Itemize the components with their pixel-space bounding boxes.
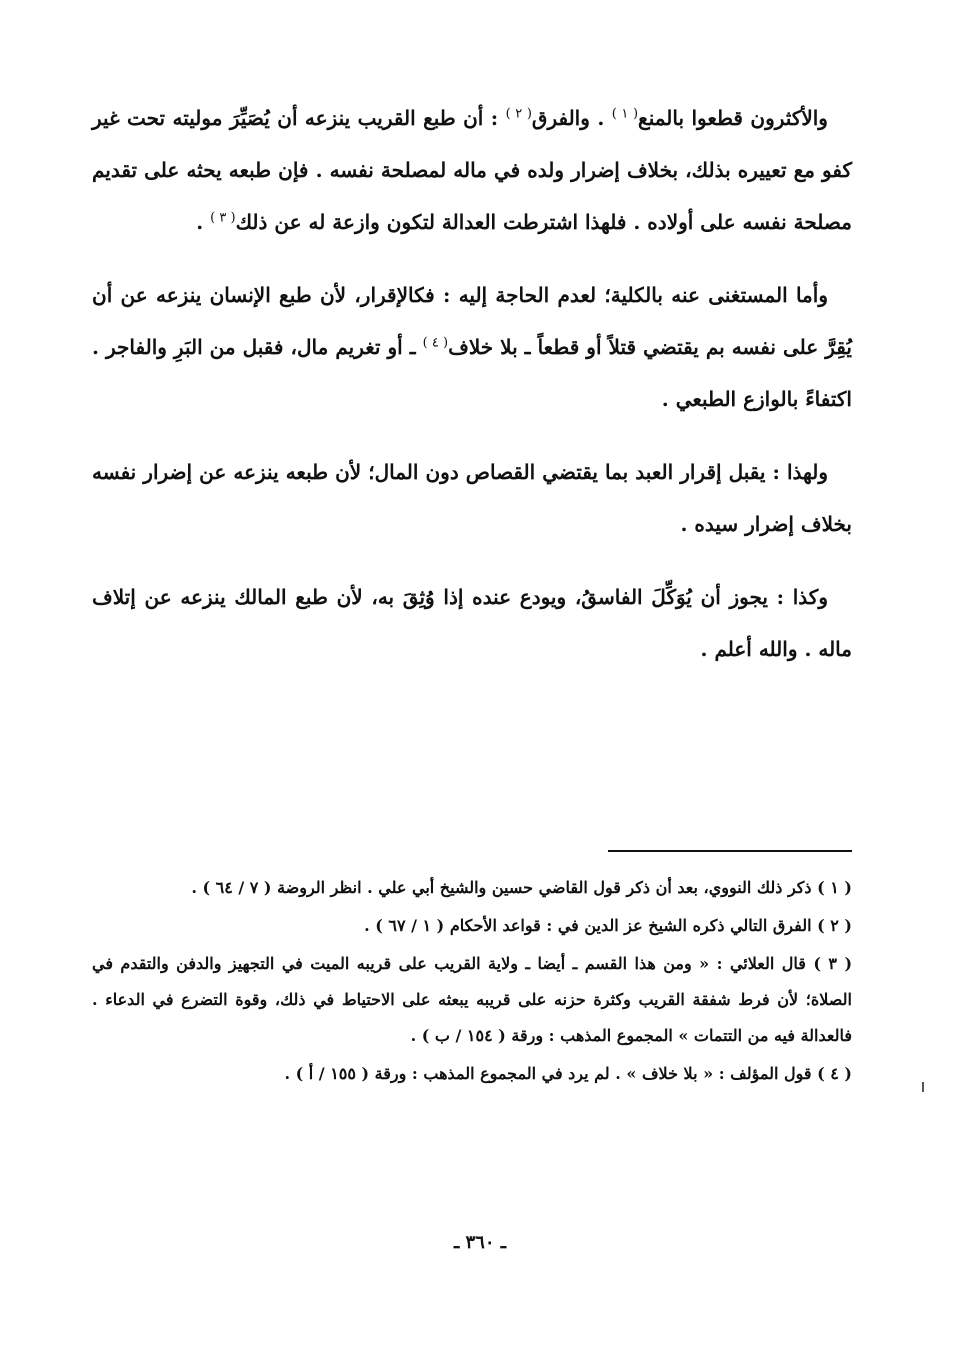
paragraph-3: ولهذا : يقبل إقرار العبد بما يقتضي القصاص دون المال؛ لأن طبعه ينزعه عن إضرار نفسه بخلاف إضرار سيده . <box>92 460 852 536</box>
paragraph-4: وكذا : يجوز أن يُوَكِّلَ الفاسقُ، ويودع عنده إذا وُثِقَ به، لأن طبع المالك ينزعه عن إتلاف ماله . والله أعلم . <box>92 585 852 661</box>
paragraph-2 <box>92 269 852 425</box>
paragraph-1-text-c: : أن طبع القريب ينزعه أن يُصَيِّرَ موليته تحت غير كفو مع تعييره بذلك، بخلاف إضرار ولده في ماله لمصلحة نفسه . فإن طبعه يحثه على تقديم مصلحة نفسه على أولاده . فلهذا اشترطت العدالة لتكون وازعة له عن ذلك <box>92 106 852 234</box>
paragraph-2-text-a: وأما المستغنى عنه بالكلية؛ لعدم الحاجة إليه : فكالإقرار، لأن طبع الإنسان ينزعه عن أن يُقِرَّ على نفسه بم يقتضي قتلاً أو قطعاً ـ بلا خلاف <box>92 283 852 359</box>
footnote-ref-3: ( ٣ ) <box>210 210 236 226</box>
paragraph-1-text-a: والأكثرون قطعوا بالمنع <box>638 106 828 130</box>
footnote-ref-2: ( ٢ ) <box>505 106 532 122</box>
footnote-ref-1: ( ١ ) <box>611 106 639 122</box>
margin-mark <box>922 1082 924 1092</box>
paragraph-1-text-d: . <box>196 210 211 234</box>
footnote-separator <box>608 850 852 852</box>
page-number: ـ ٣٦٠ ـ <box>453 1232 507 1253</box>
main-text <box>92 92 852 696</box>
footnote-1: ( ١ ) ذكر ذلك النووي، بعد أن ذكر قول القاضي حسين والشيخ أبي علي . انظر الروضة ( ٧ / ٦٤ ) . <box>191 878 852 897</box>
footnote-ref-4: ( ٤ ) <box>422 335 449 351</box>
paragraph-1 <box>92 92 852 248</box>
footnotes <box>92 870 852 1094</box>
paragraph-2-text-b: ـ أو تغريم مال، فقبل من البَرِ والفاجر . اكتفاءً بالوازع الطبعي . <box>92 335 852 411</box>
footnote-4: ( ٤ ) قول المؤلف : « بلا خلاف » . لم يرد في المجموع المذهب : ورقة ( ١٥٥ / أ ) . <box>284 1064 852 1083</box>
paragraph-1-text-b: . والفرق <box>531 106 612 130</box>
footnote-3: ( ٣ ) قال العلائي : « ومن هذا القسم ـ أيضا ـ ولاية القريب على قريبه الميت في التجهيز والدفن والتقدم في الصلاة؛ لأن فرط شفقة القريب وكثرة حزنه على قريبه يبعثه على الاحتياط في ذلك، وقوة التضرع في الدعاء . فالعدالة فيه من التتمات » المجموع المذهب : ورقة ( ١٥٤ / ب ) . <box>92 954 853 1045</box>
footnote-2: ( ٢ ) الفرق التالي ذكره الشيخ عز الدين في : قواعد الأحكام ( ١ / ٦٧ ) . <box>364 916 852 935</box>
